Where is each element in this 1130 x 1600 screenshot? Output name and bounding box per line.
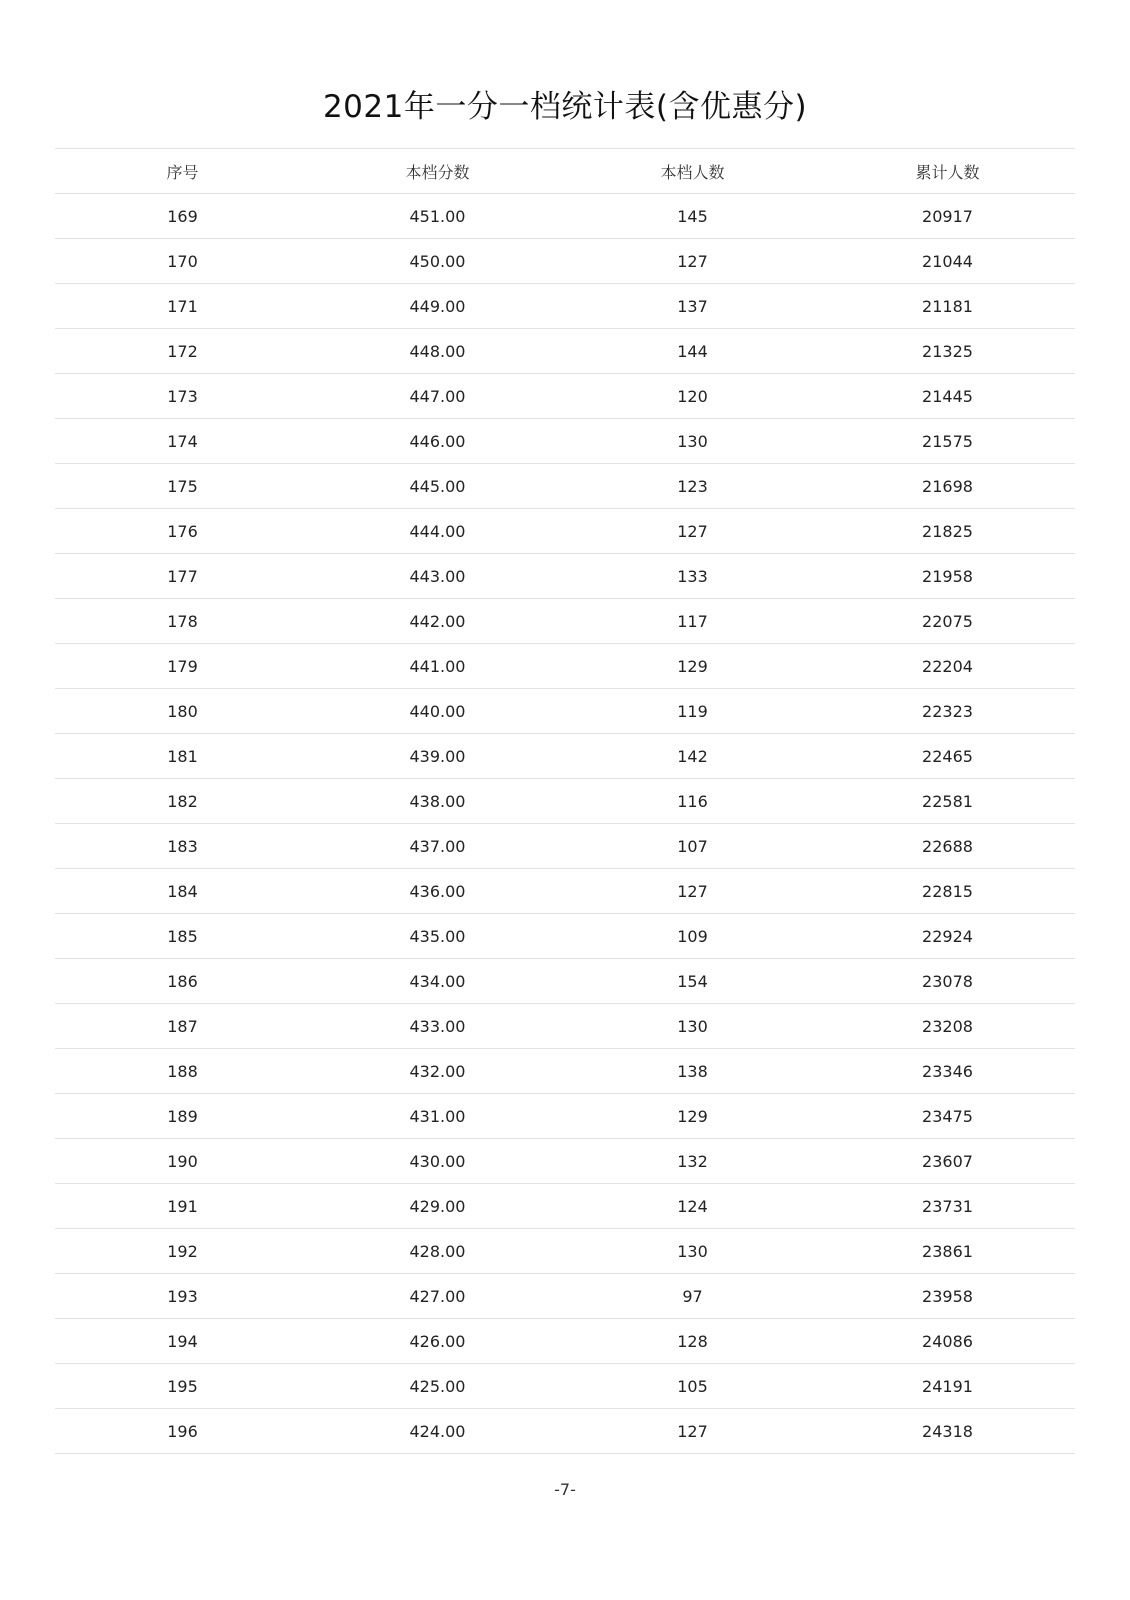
cell-index: 192 [167,1241,198,1261]
cell-cumulative: 20917 [922,206,973,226]
cell-count: 128 [677,1331,708,1351]
cell-score: 443.00 [409,566,466,586]
table-row [55,374,1075,419]
cell-count: 107 [677,836,708,856]
table-row [55,1004,1075,1049]
cell-score: 437.00 [409,836,466,856]
table-row [55,1184,1075,1229]
cell-count: 116 [677,791,708,811]
cell-index: 190 [167,1151,198,1171]
cell-index: 194 [167,1331,198,1351]
cell-score: 438.00 [409,791,466,811]
table-row [55,959,1075,1004]
cell-count: 124 [677,1196,708,1216]
cell-count: 119 [677,701,708,721]
cell-cumulative: 22323 [922,701,973,721]
cell-score: 433.00 [409,1016,466,1036]
cell-score: 450.00 [409,251,466,271]
cell-cumulative: 22815 [922,881,973,901]
table-row [55,1364,1075,1409]
cell-cumulative: 23078 [922,971,973,991]
cell-index: 176 [167,521,198,541]
cell-cumulative: 21958 [922,566,973,586]
cell-score: 444.00 [409,521,466,541]
header-index: 序号 [166,162,199,182]
cell-count: 129 [677,1106,708,1126]
table-row [55,1319,1075,1364]
cell-score: 427.00 [409,1286,466,1306]
cell-index: 191 [167,1196,198,1216]
cell-score: 431.00 [409,1106,466,1126]
cell-index: 189 [167,1106,198,1126]
cell-score: 435.00 [409,926,466,946]
cell-count: 117 [677,611,708,631]
cell-cumulative: 23958 [922,1286,973,1306]
table-row [55,554,1075,599]
cell-index: 195 [167,1376,198,1396]
table-row [55,1139,1075,1184]
cell-index: 170 [167,251,198,271]
table-row [55,1094,1075,1139]
cell-count: 127 [677,881,708,901]
table-body [55,194,1075,1454]
cell-index: 183 [167,836,198,856]
cell-count: 132 [677,1151,708,1171]
table-row [55,509,1075,554]
cell-score: 436.00 [409,881,466,901]
cell-cumulative: 23208 [922,1016,973,1036]
cell-cumulative: 22204 [922,656,973,676]
table-row [55,1409,1075,1454]
cell-count: 144 [677,341,708,361]
table-row [55,464,1075,509]
cell-index: 187 [167,1016,198,1036]
table-row [55,194,1075,239]
cell-count: 133 [677,566,708,586]
table-row [55,914,1075,959]
cell-index: 174 [167,431,198,451]
cell-score: 440.00 [409,701,466,721]
cell-cumulative: 21325 [922,341,973,361]
cell-index: 179 [167,656,198,676]
cell-count: 130 [677,431,708,451]
page-title: 2021年一分一档统计表(含优惠分) [322,89,808,125]
cell-index: 173 [167,386,198,406]
cell-score: 451.00 [409,206,466,226]
cell-count: 109 [677,926,708,946]
cell-index: 169 [167,206,198,226]
cell-cumulative: 22688 [922,836,973,856]
cell-count: 137 [677,296,708,316]
cell-score: 449.00 [409,296,466,316]
cell-count: 127 [677,1421,708,1441]
cell-cumulative: 22465 [922,746,973,766]
cell-cumulative: 21825 [922,521,973,541]
cell-cumulative: 23731 [922,1196,973,1216]
cell-cumulative: 23346 [922,1061,973,1081]
table-row [55,1049,1075,1094]
table-row [55,869,1075,914]
cell-score: 442.00 [409,611,466,631]
cell-score: 426.00 [409,1331,466,1351]
table-row [55,284,1075,329]
table-row [55,734,1075,779]
cell-cumulative: 23861 [922,1241,973,1261]
cell-score: 441.00 [409,656,466,676]
cell-index: 177 [167,566,198,586]
cell-score: 434.00 [409,971,466,991]
cell-score: 425.00 [409,1376,466,1396]
cell-score: 428.00 [409,1241,466,1261]
cell-cumulative: 21181 [922,296,973,316]
cell-count: 129 [677,656,708,676]
cell-cumulative: 21698 [922,476,973,496]
cell-cumulative: 23475 [922,1106,973,1126]
cell-index: 172 [167,341,198,361]
cell-index: 196 [167,1421,198,1441]
cell-count: 127 [677,521,708,541]
cell-cumulative: 24318 [922,1421,973,1441]
cell-index: 185 [167,926,198,946]
cell-score: 448.00 [409,341,466,361]
cell-cumulative: 23607 [922,1151,973,1171]
cell-count: 154 [677,971,708,991]
cell-index: 182 [167,791,198,811]
cell-count: 130 [677,1016,708,1036]
cell-cumulative: 21575 [922,431,973,451]
cell-count: 120 [677,386,708,406]
cell-index: 178 [167,611,198,631]
table-row [55,779,1075,824]
cell-count: 127 [677,251,708,271]
cell-cumulative: 22075 [922,611,973,631]
cell-score: 424.00 [409,1421,466,1441]
cell-score: 430.00 [409,1151,466,1171]
cell-index: 188 [167,1061,198,1081]
table-row [55,1229,1075,1274]
cell-cumulative: 21044 [922,251,973,271]
cell-index: 175 [167,476,198,496]
cell-count: 123 [677,476,708,496]
table-row [55,689,1075,734]
table-row [55,419,1075,464]
cell-score: 447.00 [409,386,466,406]
cell-score: 439.00 [409,746,466,766]
score-table [55,148,1075,1454]
table-header-row [55,149,1075,194]
table-row [55,599,1075,644]
cell-count: 142 [677,746,708,766]
table-row [55,329,1075,374]
cell-index: 181 [167,746,198,766]
page-number: -7- [554,1480,576,1499]
cell-count: 105 [677,1376,708,1396]
cell-index: 180 [167,701,198,721]
header-cumulative: 累计人数 [915,162,980,182]
cell-cumulative: 24191 [922,1376,973,1396]
cell-score: 432.00 [409,1061,466,1081]
cell-count: 138 [677,1061,708,1081]
table-row [55,644,1075,689]
header-count: 本档人数 [660,162,725,182]
cell-score: 429.00 [409,1196,466,1216]
cell-index: 186 [167,971,198,991]
cell-cumulative: 22581 [922,791,973,811]
cell-cumulative: 24086 [922,1331,973,1351]
table-row [55,1274,1075,1319]
cell-index: 171 [167,296,198,316]
cell-count: 130 [677,1241,708,1261]
cell-cumulative: 22924 [922,926,973,946]
cell-count: 145 [677,206,708,226]
cell-cumulative: 21445 [922,386,973,406]
table-row [55,239,1075,284]
cell-index: 193 [167,1286,198,1306]
cell-score: 445.00 [409,476,466,496]
cell-index: 184 [167,881,198,901]
header-score: 本档分数 [405,162,470,182]
cell-score: 446.00 [409,431,466,451]
cell-count: 97 [682,1286,703,1306]
table-row [55,824,1075,869]
